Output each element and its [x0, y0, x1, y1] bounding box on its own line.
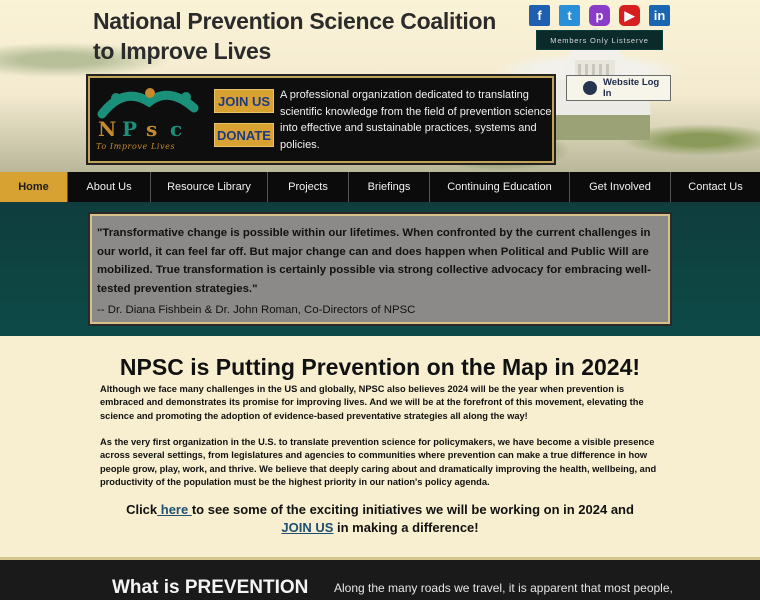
join-us-link[interactable]: JOIN US: [281, 520, 334, 535]
mission-statement: A professional organization dedicated to translating scientific knowledge from the field of prevention science into effective and sustainable practices, systems and policies.: [280, 89, 552, 151]
nav-projects[interactable]: Projects: [268, 172, 349, 202]
here-link[interactable]: here: [157, 502, 192, 517]
svg-text:P: P: [122, 117, 138, 141]
nav-briefings[interactable]: Briefings: [349, 172, 430, 202]
nav-continuing-education[interactable]: Continuing Education: [430, 172, 570, 202]
twitter-icon[interactable]: t: [559, 5, 580, 26]
facebook-icon[interactable]: f: [529, 5, 550, 26]
page-title: NPSC is Putting Prevention on the Map in 2024!: [119, 354, 641, 380]
website-login-button[interactable]: [566, 75, 671, 101]
section-heading: What is PREVENTION: [112, 577, 309, 598]
mission-info-box: [88, 76, 554, 163]
nav-home[interactable]: Home: [0, 172, 68, 202]
cta-end-text: in making a difference!: [333, 520, 479, 535]
intro-paragraph-2: As the very first organization in the U.S. to translate prevention science for policymakers, we have become a visible presence across several settings, from legislatures and agencies to communities where prevention can make a true difference in how people grow, play, work, and thrive. We believe that deeply caring about and dramatically improving the health, wellbeing, and productivity of the population must be the highest priority in our nation's policy agenda.: [100, 437, 657, 488]
npsc-logo-mark: [94, 84, 212, 142]
nav-contact-us[interactable]: Contact Us: [688, 181, 743, 193]
nav-resource-library[interactable]: Resource Library: [151, 172, 268, 202]
podcast-icon[interactable]: p: [589, 5, 610, 26]
svg-text:N: N: [98, 117, 117, 141]
cta-rest-text: to see some of the exciting initiatives we will be working on in 2024 and: [191, 502, 634, 517]
user-avatar-icon: [583, 81, 597, 95]
call-to-action: [0, 501, 760, 537]
donate-button[interactable]: DONATE: [214, 123, 274, 147]
svg-text:c: c: [170, 117, 183, 141]
prevention-section: [0, 557, 760, 600]
join-us-button[interactable]: JOIN US: [214, 89, 274, 113]
quote-text: "Transformative change is possible within our lifetimes. When confronted by the current challenges in our world, it can feel far off. But major change can and does happen when Political and Public Will are mobilized. True transformation is certainly possible via strong collective advocacy for embracing well-tested prevention strategies.": [97, 227, 651, 295]
login-label: Website Log In: [602, 77, 660, 99]
svg-text:s: s: [146, 117, 158, 141]
section-text: Along the many roads we travel, it is apparent that most people,: [334, 581, 673, 595]
site-title-line-1: National Prevention Science Coalition: [93, 8, 496, 34]
header-banner: [0, 0, 760, 172]
logo-tagline: To Improve Lives: [96, 142, 176, 151]
main-nav: [0, 172, 760, 202]
quote-box: [90, 214, 670, 324]
nav-get-involved[interactable]: Get Involved: [570, 172, 671, 202]
youtube-icon[interactable]: ▶: [619, 5, 640, 26]
cta-click-text: Click: [126, 502, 158, 517]
linkedin-icon[interactable]: in: [649, 5, 670, 26]
quote-attribution: -- Dr. Diana Fishbein & Dr. John Roman, Co-Directors of NPSC: [97, 304, 416, 316]
quote-section: [0, 202, 760, 336]
members-listserve-button[interactable]: Members Only Listserve: [536, 30, 663, 50]
npsc-logo[interactable]: [94, 84, 212, 156]
intro-paragraph-1: Although we face many challenges in the US and globally, NPSC also believes 2024 will be the year when prevention is embraced and demonstrates its promise for improving lives. And we will be at the forefront of this movement, elevating the science and promoting the adoption of evidence-based preventative strategies all along the way!: [100, 384, 644, 421]
nav-about-us[interactable]: About Us: [68, 172, 151, 202]
site-title-line-2: to Improve Lives: [93, 38, 271, 64]
